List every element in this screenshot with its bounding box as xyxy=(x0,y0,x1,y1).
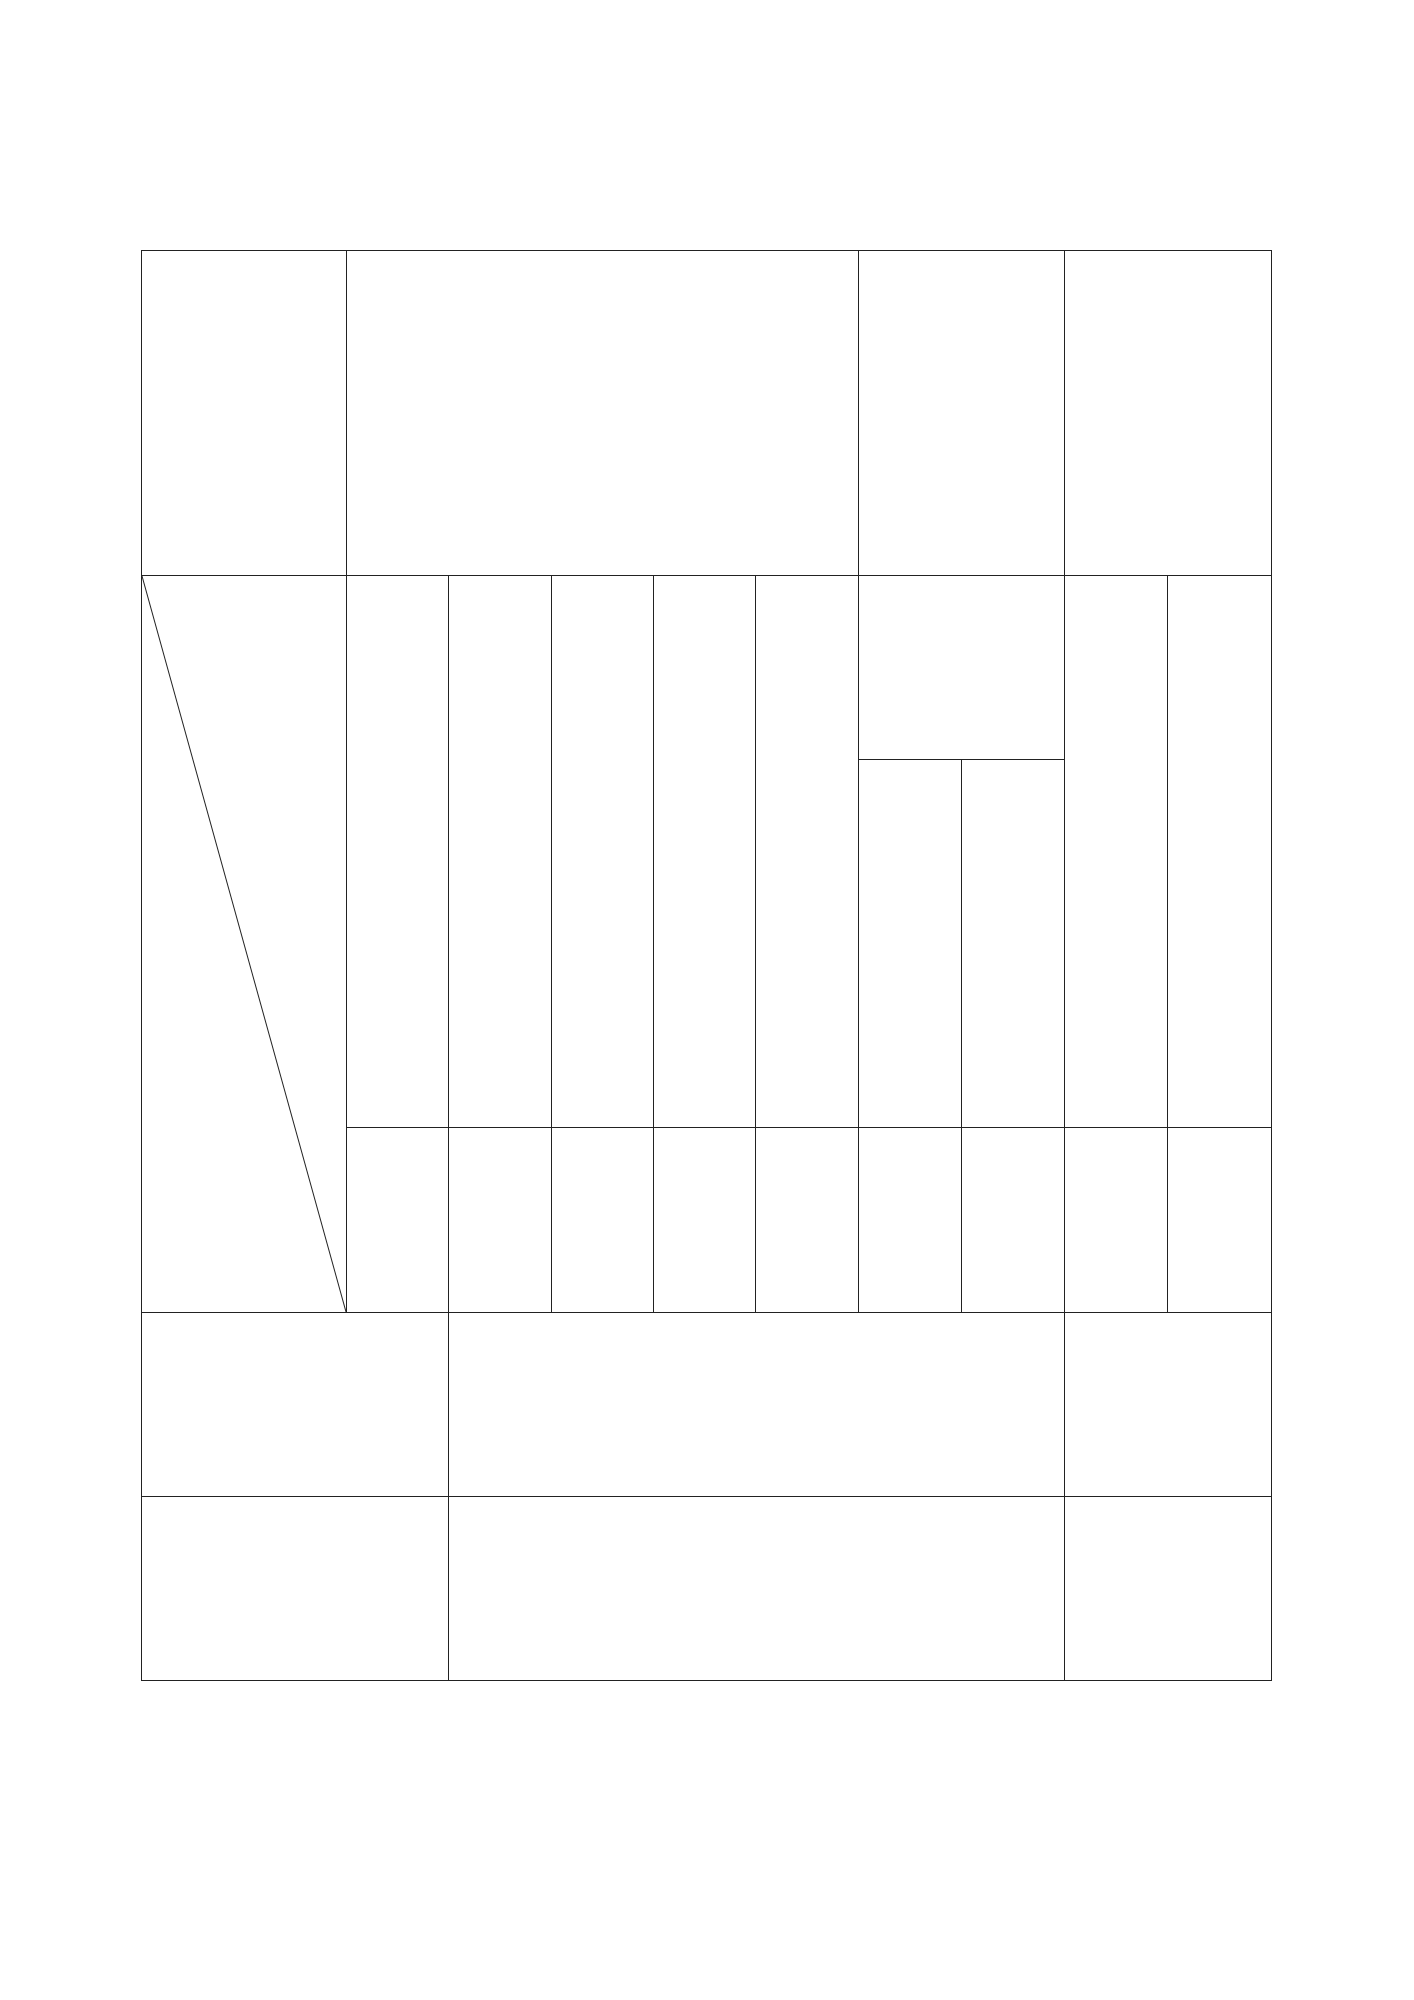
inspection-status-value[interactable] xyxy=(142,1496,449,1680)
fire-safety-manager-value[interactable] xyxy=(1065,1496,1272,1680)
inspection-status-label xyxy=(142,1312,449,1496)
controller-model-value[interactable] xyxy=(1065,251,1272,576)
unit-name-label xyxy=(142,251,347,576)
diagonal-line xyxy=(142,576,346,1312)
fault-resolution-label xyxy=(449,1312,1065,1496)
controller-model-label xyxy=(859,251,1065,576)
col-power xyxy=(859,575,1065,759)
col-main-power xyxy=(859,759,962,1127)
col-reset xyxy=(552,575,654,1128)
col-patrol xyxy=(756,575,859,1128)
diagonal-header-cell xyxy=(142,575,347,1312)
page-title xyxy=(0,186,1414,226)
col-inspector-signature xyxy=(1065,575,1168,1128)
col-fault-alarm xyxy=(654,575,756,1128)
col-remarks xyxy=(1168,575,1272,1128)
col-silence xyxy=(449,575,552,1128)
col-self-check xyxy=(347,575,449,1128)
fire-safety-manager-label xyxy=(1065,1312,1272,1496)
inspection-log-table xyxy=(141,250,1272,1681)
fault-resolution-value[interactable] xyxy=(449,1496,1065,1680)
col-backup-power xyxy=(962,759,1065,1127)
unit-name-value[interactable] xyxy=(347,251,859,576)
